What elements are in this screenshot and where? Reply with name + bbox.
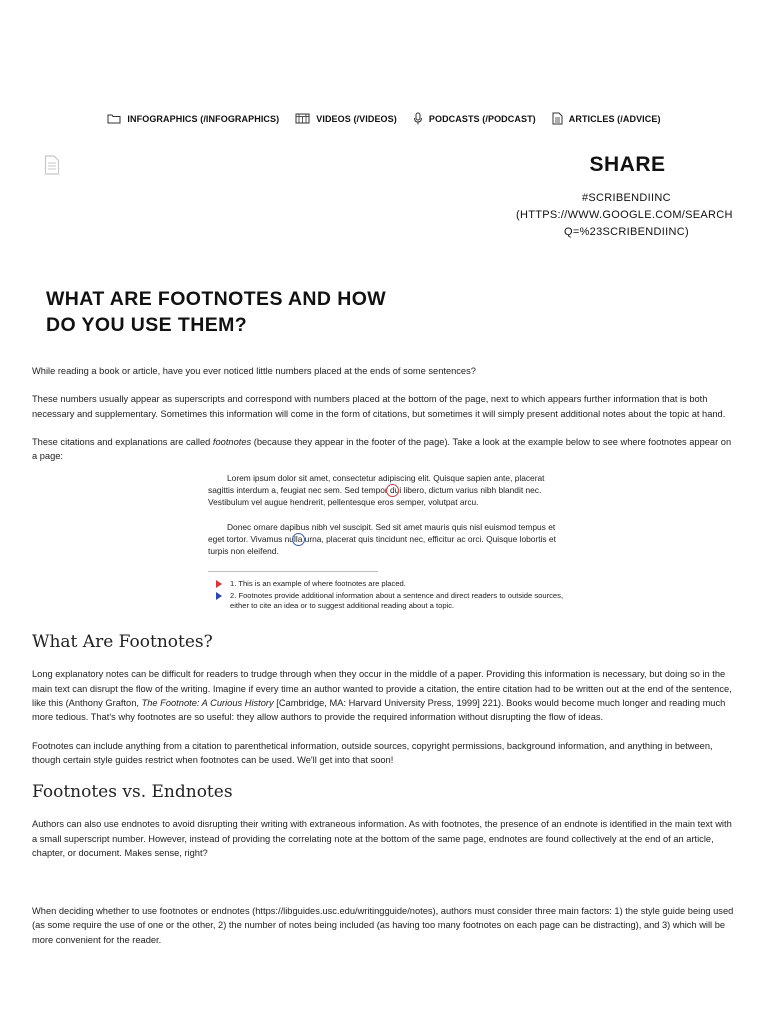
paragraph [32, 667, 738, 724]
paragraph [32, 435, 738, 464]
share-link-line2: (HTTPS://WWW.GOOGLE.COM/SEARCH [516, 209, 733, 221]
nav-infographics-label: INFOGRAPHICS (/INFOGRAPHICS) [127, 113, 280, 124]
intro-paragraph: While reading a book or article, have you ever noticed little numbers placed at the ends of some sentences? [32, 366, 476, 376]
nav-podcasts[interactable] [413, 112, 536, 125]
folder-icon [107, 113, 121, 124]
figure-footnote-2: 2. Footnotes provide additional information about a sentence and direct readers to outside sources, either to cite an idea or to suggest additional reading about a topic. [230, 591, 564, 611]
article-body [32, 364, 738, 961]
arrow-right-icon [216, 592, 222, 600]
section-heading: What Are Footnotes? [32, 632, 213, 653]
document-icon [44, 155, 60, 180]
paragraph: These numbers usually appear as superscripts and correspond with numbers placed at the bottom of the page, next to which appears further information that is both necessary and supplementary. Sometimes this information will come in the form of citations, but sometimes it will simply present additional notes about the topic at hand. [32, 394, 726, 419]
paragraph: When deciding whether to use footnotes or endnotes (https://libguides.usc.edu/writingguide/notes), authors must consider three main factors: 1) the style guide being used (as some require the use of one or the other, 2) the number of notes being included (as having too many footnotes on each page can be distracting), and 3) which will be more convenient for the reader. [32, 906, 734, 945]
share-hashtag-link[interactable] [516, 190, 766, 241]
share-link-line3: Q=%23SCRIBENDIINC) [564, 226, 689, 238]
film-icon [295, 113, 310, 124]
paragraph-text: (because they appear in the footer of the page). Take a look at the example below to see where footnotes appear on a page: [32, 436, 732, 462]
spacer [32, 874, 738, 904]
paragraph-text: These citations and explanations are called [32, 436, 213, 447]
share-section [508, 153, 748, 238]
page-title [46, 286, 446, 338]
footnote-example-figure [208, 473, 578, 619]
emphasis-footnotes: footnotes [212, 436, 252, 447]
arrow-right-icon [216, 580, 222, 588]
top-nav [0, 112, 768, 125]
paragraph-text: Long explanatory notes can be difficult for readers to trudge through when they occur in the middle of a paper. Providing this information is necessary, but doing so in the main text can disrupt the flow of the writing. Imagine if every time an author wanted to provide a citation, the entire citation had to be written out at the end of the sentence, like this (Anthony Grafton, [32, 669, 732, 709]
nav-videos[interactable] [295, 113, 397, 124]
figure-footnote-1: 1. This is an example of where footnotes are placed. [230, 579, 406, 589]
share-title: SHARE [589, 153, 666, 176]
nav-videos-label: VIDEOS (/VIDEOS) [316, 113, 397, 124]
nav-infographics[interactable] [107, 113, 279, 124]
figure-paragraph-1: Lorem ipsum dolor sit amet, consectetur adipiscing elit. Quisque sapien ante, placerat sagittis interdum a, feugiat nec sem. Sed tempor dui libero, dictum varius nibh blandit nec. Vestibulum vel augue hendrerit, pellentesque eros semper, volutpat arcu. [208, 473, 545, 508]
document-icon [552, 112, 563, 125]
share-link-line1: #SCRIBENDIINC [582, 192, 671, 204]
paragraph-text: [Cambridge, MA: Harvard University Press, 1999] 221). Books would become much longer and reading much more tedious. That's why footnotes are so useful: they allow authors to provide the required information without disrupting the flow of ideas. [32, 698, 726, 723]
section-heading: Footnotes vs. Endnotes [32, 782, 233, 803]
nav-articles[interactable] [552, 112, 661, 125]
page-title-line2: DO YOU USE THEM? [46, 314, 248, 336]
book-title: The Footnote: A Curious History [141, 698, 274, 709]
paragraph: Footnotes can include anything from a citation to parenthetical information, outside sources, copyright permissions, background information, and anything in between, though certain style guides restrict when footnotes can be used. We'll get into that soon! [32, 740, 713, 765]
microphone-icon [413, 112, 423, 125]
footnote-divider [208, 571, 378, 572]
page-title-line1: WHAT ARE FOOTNOTES AND HOW [46, 288, 387, 310]
nav-articles-label: ARTICLES (/ADVICE) [568, 113, 661, 124]
paragraph: Authors can also use endnotes to avoid disrupting their writing with extraneous information. As with footnotes, the presence of an endnote is identified in the main text with a small superscript number. However, instead of providing the correlating note at the bottom of the same page, endnotes are found collectively at the end of an article, chapter, or document. Makes sense, right? [32, 819, 732, 858]
nav-podcasts-label: PODCASTS (/PODCAST) [428, 113, 536, 124]
figure-paragraph-2: Donec ornare dapibus nibh vel suscipit. Sed sit amet mauris quis nisl euismod tempus et eget tortor. Vivamus nulla urna, placerat quis tincidunt nec, efficitur ac orci. Quisque lobortis et turpis non eleifend. [208, 522, 556, 557]
